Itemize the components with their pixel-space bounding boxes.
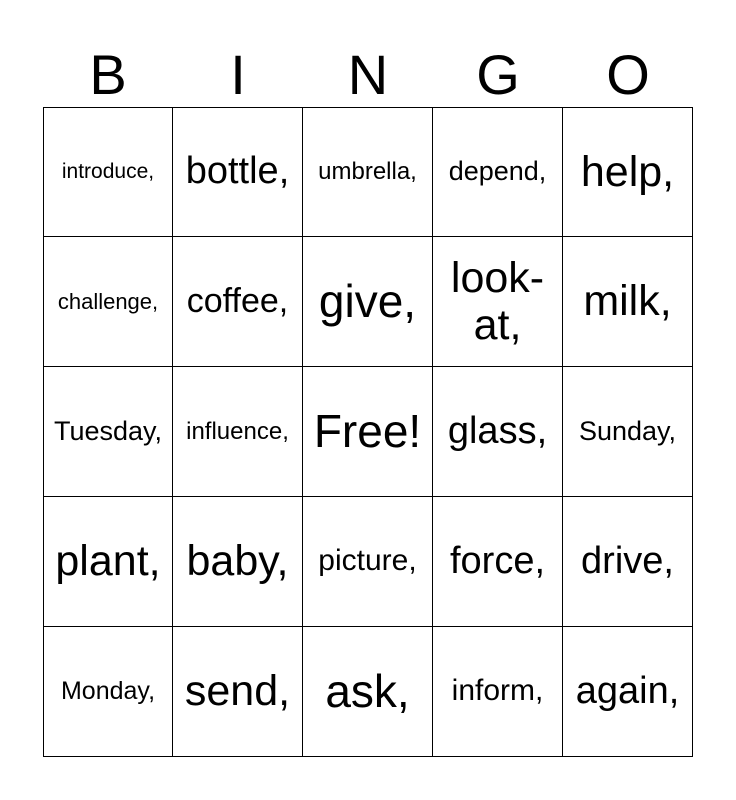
header-letter-o: O [606, 43, 650, 106]
bingo-cell: look-at, [433, 237, 563, 367]
bingo-board [43, 107, 693, 757]
bingo-cell: Sunday, [563, 367, 693, 497]
bingo-cell: give, [303, 237, 433, 367]
header-letter-i: I [230, 43, 246, 106]
bingo-cell: milk, [563, 237, 693, 367]
bingo-cell: baby, [173, 497, 303, 627]
bingo-cell: introduce, [43, 107, 173, 237]
bingo-cell: send, [173, 627, 303, 757]
bingo-header [43, 42, 693, 108]
bingo-cell: plant, [43, 497, 173, 627]
header-letter-g: G [476, 43, 520, 106]
bingo-cell: Tuesday, [43, 367, 173, 497]
bingo-cell: influence, [173, 367, 303, 497]
bingo-cell: again, [563, 627, 693, 757]
bingo-cell: depend, [433, 107, 563, 237]
free-space: Free! [303, 367, 433, 497]
bingo-cell: drive, [563, 497, 693, 627]
header-letter-b: B [89, 43, 127, 106]
header-letter-n: N [347, 43, 389, 106]
bingo-cell: challenge, [43, 237, 173, 367]
bingo-cell: force, [433, 497, 563, 627]
bingo-cell: bottle, [173, 107, 303, 237]
bingo-cell: umbrella, [303, 107, 433, 237]
bingo-cell: picture, [303, 497, 433, 627]
bingo-cell: ask, [303, 627, 433, 757]
bingo-cell: coffee, [173, 237, 303, 367]
bingo-cell: glass, [433, 367, 563, 497]
bingo-cell: inform, [433, 627, 563, 757]
bingo-cell: Monday, [43, 627, 173, 757]
bingo-cell: help, [563, 107, 693, 237]
